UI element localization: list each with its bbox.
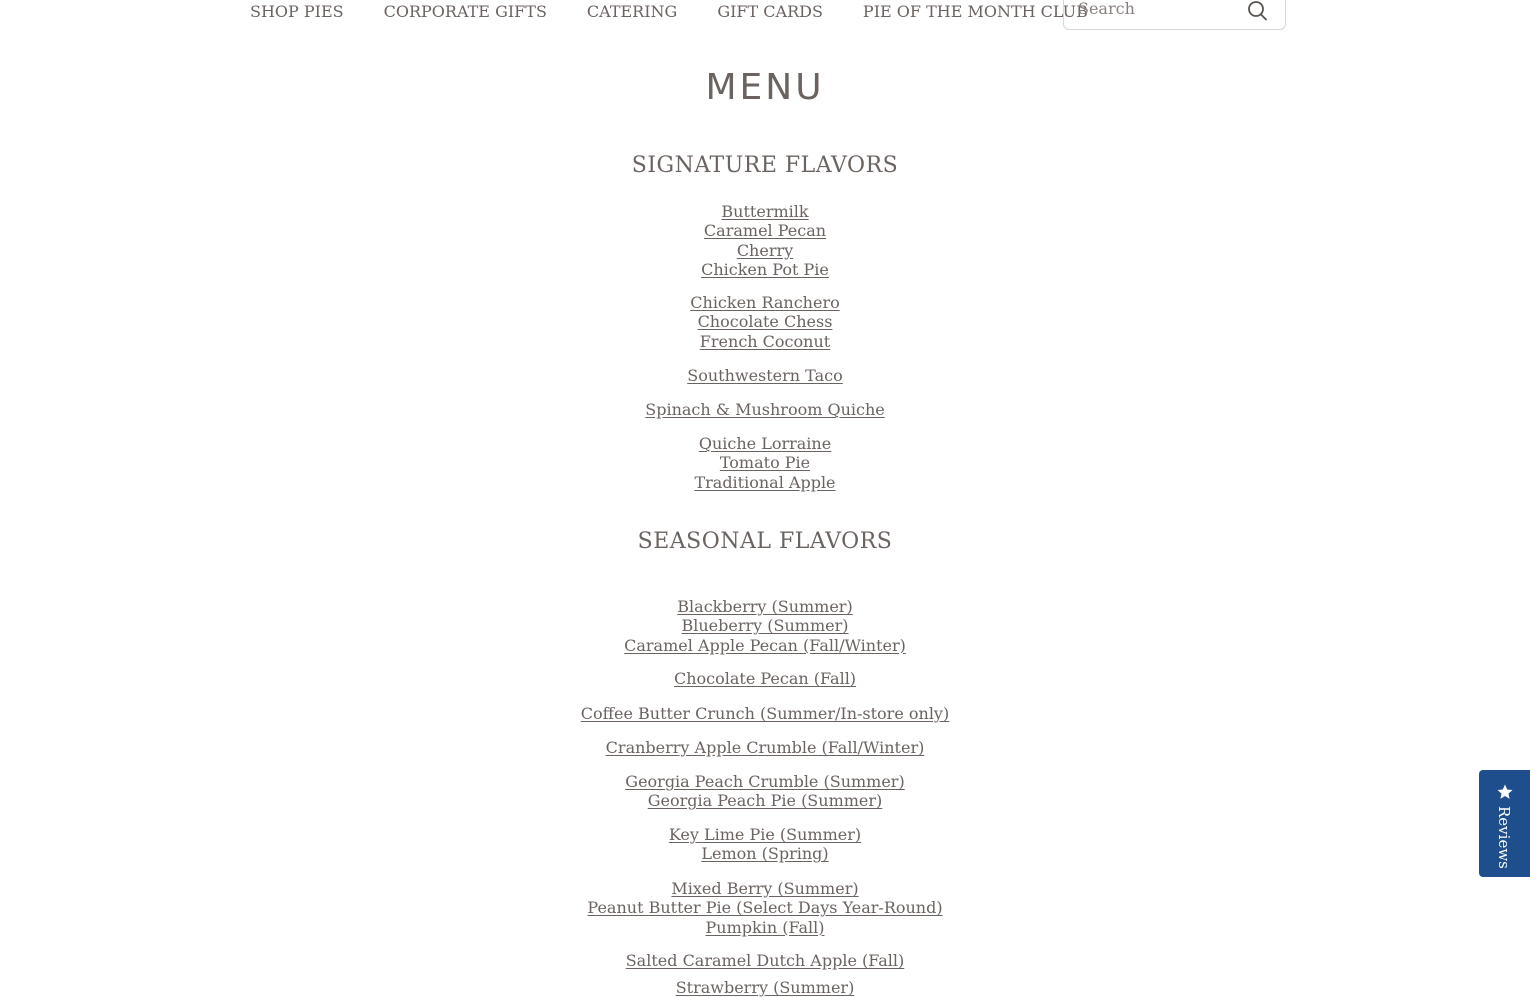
seasonal-group-4 [0, 738, 1530, 757]
signature-group-1 [0, 202, 1530, 279]
menu-item-pumpkin[interactable]: Pumpkin (Fall) [705, 917, 825, 937]
nav-item-pie-of-the-month-club[interactable]: PIE OF THE MONTH CLUB [862, 2, 1088, 21]
seasonal-group-1 [0, 597, 1530, 655]
nav-item-shop-pies[interactable]: SHOP PIES [250, 2, 344, 21]
menu-item-peanut-butter-pie[interactable]: Peanut Butter Pie (Select Days Year-Round) [587, 898, 943, 918]
menu-item-blueberry[interactable]: Blueberry (Summer) [681, 616, 849, 636]
menu-item-traditional-apple[interactable]: Traditional Apple [694, 472, 836, 492]
seasonal-group-2 [0, 669, 1530, 688]
menu-item-georgia-peach-pie[interactable]: Georgia Peach Pie (Summer) [647, 791, 883, 811]
seasonal-group-9 [0, 978, 1530, 997]
menu-item-georgia-peach-crumble[interactable]: Georgia Peach Crumble (Summer) [625, 772, 905, 791]
seasonal-group-7 [0, 879, 1530, 937]
menu-item-caramel-pecan[interactable]: Caramel Pecan [703, 221, 827, 241]
menu-item-southwestern-taco[interactable]: Southwestern Taco [687, 366, 843, 385]
signature-group-5 [0, 434, 1530, 492]
page-title: MENU [705, 67, 825, 108]
menu-item-blackberry[interactable]: Blackberry (Summer) [677, 597, 853, 616]
signature-flavors-heading: SIGNATURE FLAVORS [631, 153, 899, 178]
menu-item-chocolate-chess[interactable]: Chocolate Chess [697, 312, 833, 332]
menu-item-chocolate-pecan[interactable]: Chocolate Pecan (Fall) [673, 669, 857, 688]
menu-item-tomato-pie[interactable]: Tomato Pie [719, 453, 811, 473]
menu-item-salted-caramel-dutch-apple[interactable]: Salted Caramel Dutch Apple (Fall) [625, 951, 905, 970]
reviews-label: Reviews [1495, 806, 1513, 869]
search-icon[interactable] [1245, 0, 1269, 23]
menu-item-strawberry[interactable]: Strawberry (Summer) [675, 978, 855, 997]
menu-item-spinach-mushroom-quiche[interactable]: Spinach & Mushroom Quiche [645, 400, 885, 419]
menu-item-cherry[interactable]: Cherry [736, 240, 794, 260]
menu-item-quiche-lorraine[interactable]: Quiche Lorraine [698, 434, 832, 453]
menu-item-buttermilk[interactable]: Buttermilk [721, 202, 809, 221]
menu-item-lemon[interactable]: Lemon (Spring) [701, 844, 829, 864]
menu-item-coffee-butter-crunch[interactable]: Coffee Butter Crunch (Summer/In-store only) [580, 704, 950, 723]
nav-item-corporate-gifts[interactable]: CORPORATE GIFTS [383, 2, 547, 21]
search-input[interactable] [1078, 0, 1238, 18]
nav-item-gift-cards[interactable]: GIFT CARDS [717, 2, 823, 21]
menu-item-cranberry-apple-crumble[interactable]: Cranberry Apple Crumble (Fall/Winter) [605, 738, 925, 757]
search-box [1063, 0, 1286, 30]
seasonal-group-8 [0, 951, 1530, 970]
seasonal-group-5 [0, 772, 1530, 811]
star-icon [1496, 783, 1514, 801]
menu-item-chicken-pot-pie[interactable]: Chicken Pot Pie [701, 259, 829, 279]
menu-item-mixed-berry[interactable]: Mixed Berry (Summer) [671, 879, 859, 898]
signature-group-2 [0, 293, 1530, 351]
menu-item-caramel-apple-pecan[interactable]: Caramel Apple Pecan (Fall/Winter) [624, 635, 906, 655]
seasonal-group-6 [0, 825, 1530, 864]
top-navigation [0, 0, 1530, 40]
seasonal-group-3 [0, 704, 1530, 723]
nav-item-catering[interactable]: CATERING [586, 2, 678, 21]
signature-group-3 [0, 366, 1530, 385]
menu-item-chicken-ranchero[interactable]: Chicken Ranchero [690, 293, 840, 312]
menu-item-french-coconut[interactable]: French Coconut [699, 331, 831, 351]
nav-menu [250, 2, 1088, 21]
reviews-tab[interactable] [1479, 770, 1530, 877]
seasonal-flavors-heading: SEASONAL FLAVORS [637, 529, 893, 554]
signature-group-4 [0, 400, 1530, 419]
menu-item-key-lime-pie[interactable]: Key Lime Pie (Summer) [668, 825, 862, 844]
